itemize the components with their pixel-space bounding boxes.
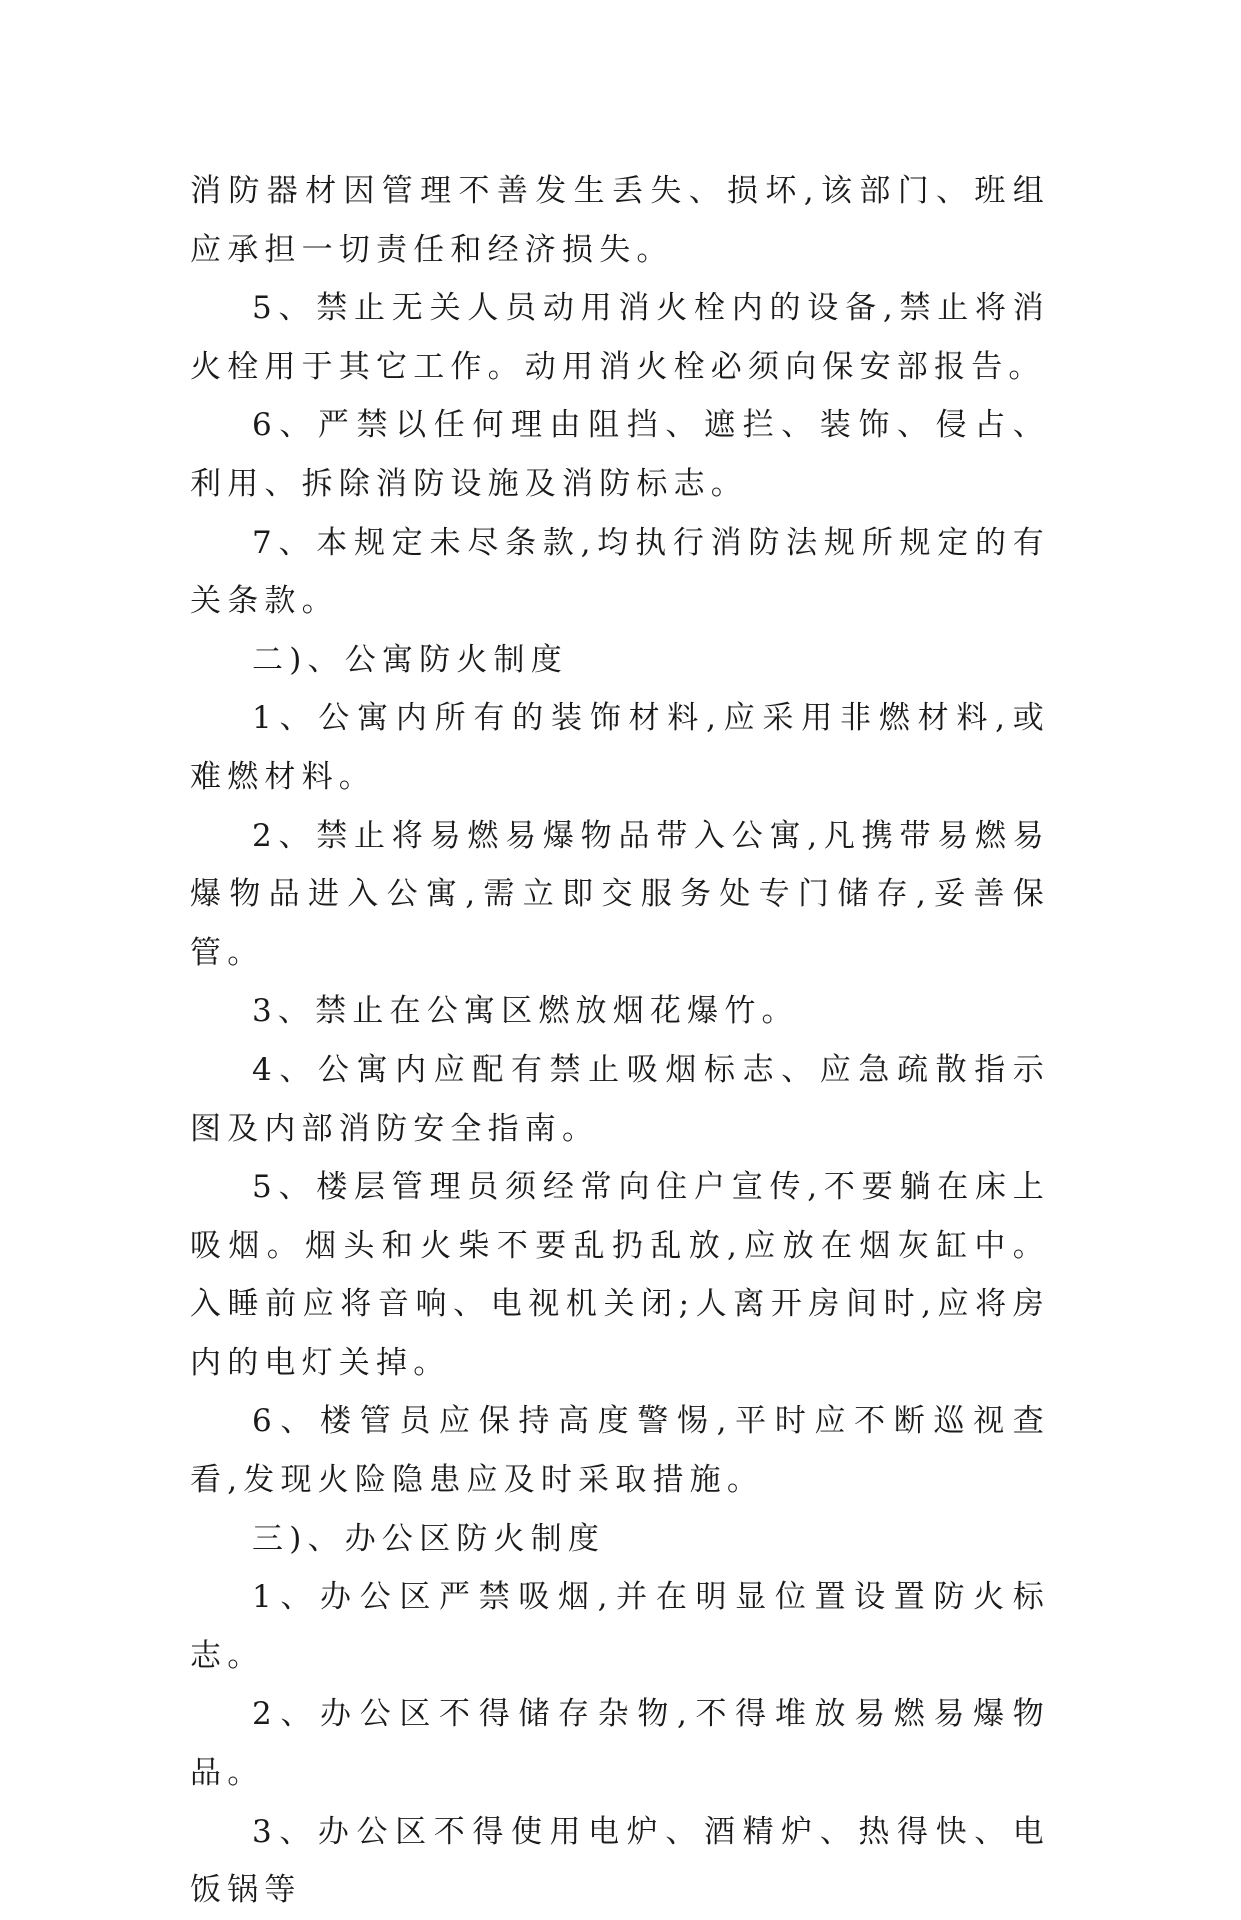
paragraph-office-item-1: 1、办公区严禁吸烟,并在明显位置设置防火标志。: [190, 1579, 1050, 1674]
paragraph-item-5-hydrant: 5、禁止无关人员动用消火栓内的设备,禁止将消火栓用于其它工作。动用消火栓必须向保安部报告。: [190, 290, 1050, 385]
paragraph-apartment-item-5: 5、楼层管理员须经常向住户宣传,不要躺在床上吸烟。烟头和火柴不要乱扔乱放,应放在烟灰缸中。入睡前应将音响、电视机关闭;人离开房间时,应将房内的电灯关掉。: [190, 1169, 1050, 1381]
paragraph-apartment-item-1: 1、公寓内所有的装饰材料,应采用非燃材料,或难燃材料。: [190, 700, 1050, 795]
paragraph-item-6-facilities: 6、严禁以任何理由阻挡、遮拦、装饰、侵占、利用、拆除消防设施及消防标志。: [190, 407, 1050, 502]
section-heading-office: 三)、办公区防火制度: [252, 1520, 606, 1557]
paragraph-item-7-regulations: 7、本规定未尽条款,均执行消防法规所规定的有关条款。: [190, 524, 1050, 620]
paragraph-apartment-item-2: 2、禁止将易燃易爆物品带入公寓,凡携带易燃易爆物品进入公寓,需立即交服务处专门储存,妥善保管。: [190, 817, 1050, 971]
paragraph-equipment-responsibility: 消防器材因管理不善发生丢失、损坏,该部门、班组应承担一切责任和经济损失。: [190, 173, 1050, 268]
paragraph-apartment-item-3: 3、禁止在公寓区燃放烟花爆竹。: [252, 993, 799, 1030]
paragraph-apartment-item-4: 4、公寓内应配有禁止吸烟标志、应急疏散指示图及内部消防安全指南。: [190, 1051, 1050, 1147]
section-heading-apartment: 二)、公寓防火制度: [252, 641, 568, 678]
paragraph-apartment-item-6: 6、楼管员应保持高度警惕,平时应不断巡视查看,发现火险隐患应及时采取措施。: [190, 1403, 1050, 1499]
document-body: [190, 162, 1050, 1920]
paragraph-office-item-2: 2、办公区不得储存杂物,不得堆放易燃易爆物品。: [190, 1696, 1050, 1792]
paragraph-office-item-3: 3、办公区不得使用电炉、酒精炉、热得快、电饭锅等: [190, 1813, 1050, 1909]
